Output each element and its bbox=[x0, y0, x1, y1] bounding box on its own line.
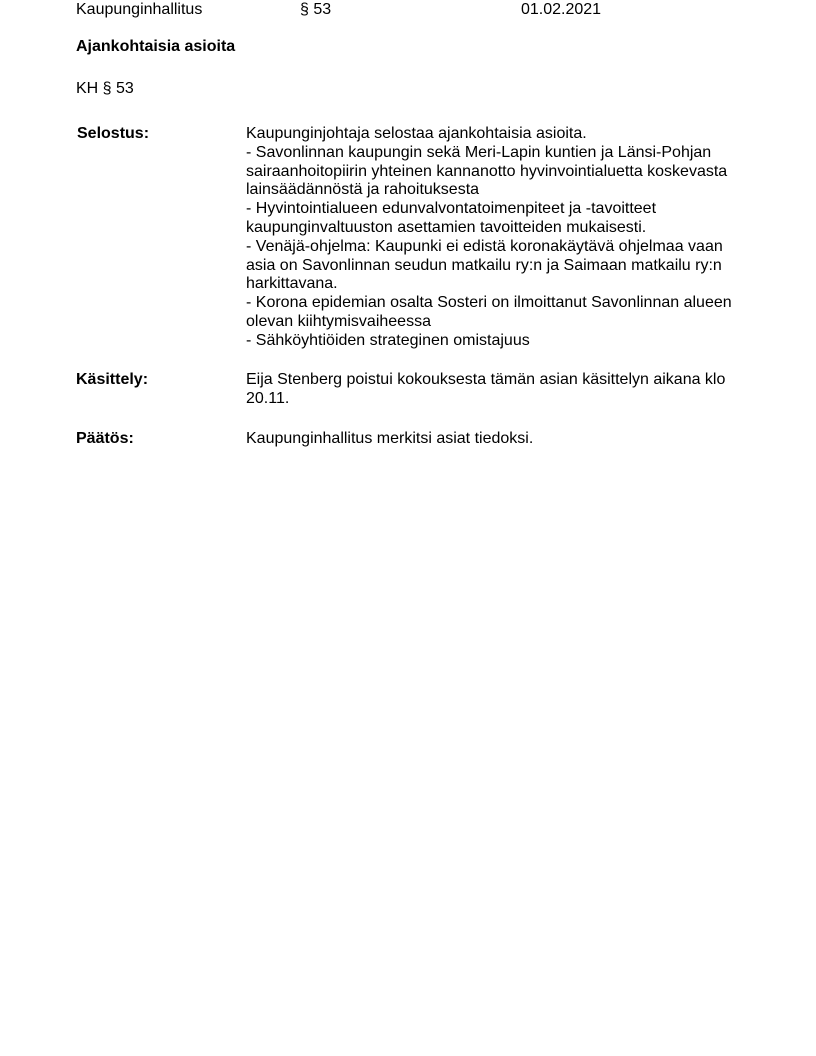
text-line: harkittavana. bbox=[246, 275, 338, 293]
kasittely-label: Käsittely: bbox=[76, 371, 149, 388]
document-reference: KH § 53 bbox=[76, 80, 134, 97]
paatos-text bbox=[246, 430, 746, 449]
text-line: Kaupunginjohtaja selostaa ajankohtaisia asioita. bbox=[246, 125, 587, 142]
kasittely-text bbox=[246, 371, 746, 409]
text-line: - Venäjä-ohjelma: Kaupunki ei edistä koronakäytävä ohjelmaa vaan bbox=[246, 237, 723, 255]
text-line: lainsäädännöstä ja rahoituksesta bbox=[246, 181, 480, 199]
text-line: - Savonlinnan kaupungin sekä Meri-Lapin kuntien ja Länsi-Pohjan bbox=[246, 143, 712, 161]
text-line: kaupunginvaltuuston asettamien tavoitteiden mukaisesti. bbox=[246, 218, 647, 236]
selostus-text bbox=[246, 125, 746, 351]
text-line: - Sähköyhtiöiden strateginen omistajuus bbox=[246, 331, 530, 349]
text-line: Eija Stenberg poistui kokouksesta tämän asian käsittelyn aikana klo bbox=[246, 371, 726, 388]
document-title: Ajankohtaisia asioita bbox=[76, 38, 236, 55]
selostus-label: Selostus: bbox=[77, 125, 150, 142]
header-date: 01.02.2021 bbox=[521, 1, 602, 18]
text-line: Kaupunginhallitus merkitsi asiat tiedoksi. bbox=[246, 430, 534, 447]
text-line: - Hyvintointialueen edunvalvontatoimenpiteet ja -tavoitteet bbox=[246, 200, 657, 218]
header-section-number: § 53 bbox=[300, 1, 332, 18]
paatos-label: Päätös: bbox=[76, 430, 134, 447]
text-line: sairaanhoitopiirin yhteinen kannanotto hyvinvointialuetta koskevasta bbox=[246, 162, 728, 180]
text-line: asia on Savonlinnan seudun matkailu ry:n ja Saimaan matkailu ry:n bbox=[246, 256, 722, 274]
text-line: olevan kiihtymisvaiheessa bbox=[246, 312, 431, 330]
header-body-name: Kaupunginhallitus bbox=[76, 1, 203, 18]
text-line: 20.11. bbox=[246, 389, 290, 407]
text-line: - Korona epidemian osalta Sosteri on ilmoittanut Savonlinnan alueen bbox=[246, 294, 732, 312]
